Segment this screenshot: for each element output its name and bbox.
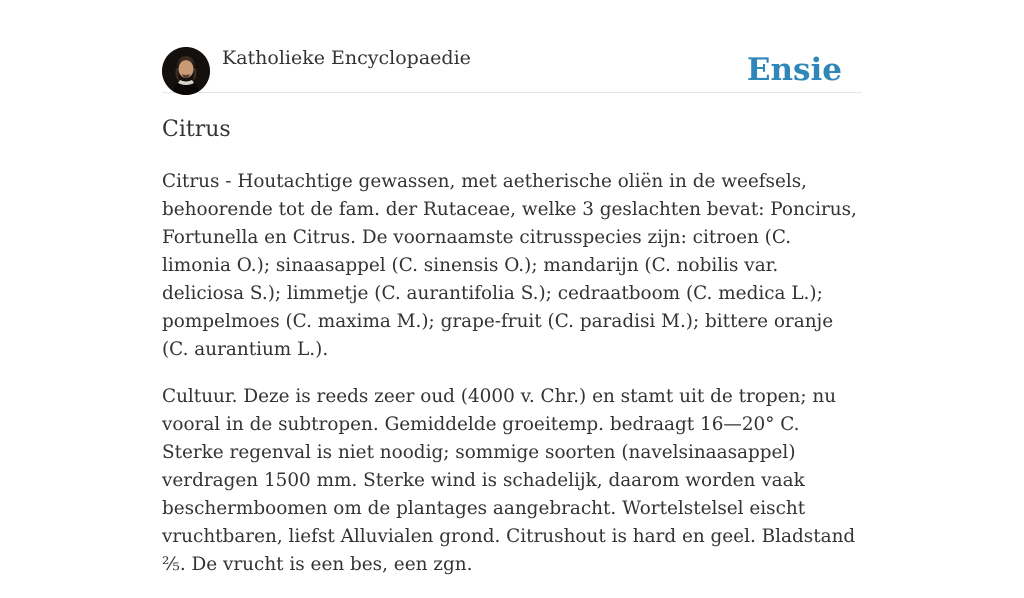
article-paragraph: Citrus - Houtachtige gewassen, met aetherische oliën in de weefsels, behoorende tot de fam. der Rutaceae, welke 3 geslachten bevat: Poncirus, Fortunella en Citrus. De voornaamste citrusspecies zijn: citroen (C. limonia O.); sinaasappel (C. sinensis O.); mandarijn (C. nobilis var. deliciosa S.); limmetje (C. aurantifolia S.); cedraatboom (C. medica L.); pompelmoes (C. maxima M.); grape-fruit (C. paradisi M.); bittere oranje (C. aurantium L.). [162,171,857,360]
portrait-avatar-icon[interactable] [162,47,210,95]
article-paragraph: Cultuur. Deze is reeds zeer oud (4000 v. Chr.) en stamt uit de tropen; nu vooral in de subtropen. Gemiddelde groeitemp. bedraagt 16—20° C. Sterke regenval is niet noodig; sommige soorten (navelsinaasappel) verdragen 1500 mm. Sterke wind is schadelijk, daarom worden vaak beschermboomen om de plantages aangebracht. Wortelstelsel eischt vruchtbaren, liefst Alluvialen grond. Citrushout is hard en geel. Bladstand ⅖. De vrucht is een bes, een zgn. [162,386,856,575]
site-header [162,46,862,93]
site-name-link[interactable]: Katholieke Encyclopaedie [222,47,471,69]
ensie-logo-link[interactable]: Ensie [746,52,842,88]
article-body [162,168,862,598]
article-title: Citrus [162,117,231,142]
